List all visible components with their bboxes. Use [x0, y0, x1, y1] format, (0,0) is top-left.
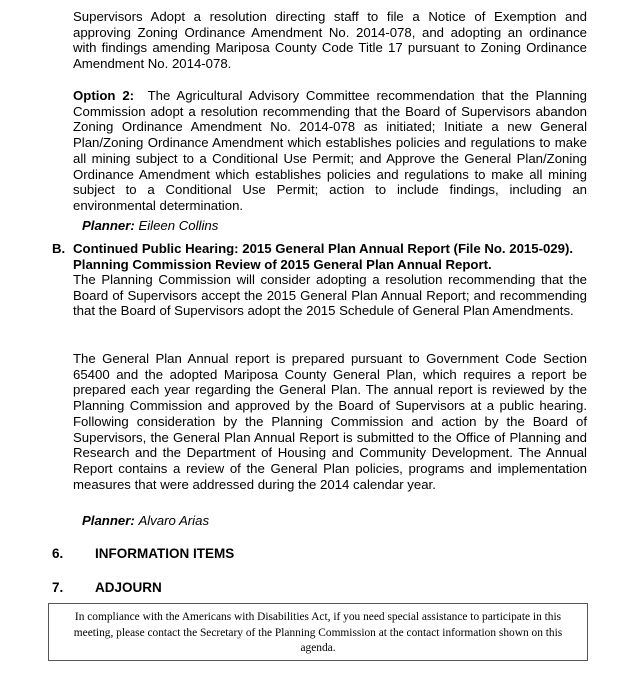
planner-line-a: [82, 218, 218, 234]
item-b-details: The General Plan Annual report is prepared pursuant to Government Code Section 65400 and the adopted Mariposa County General Plan, which requires a report be prepared each year regarding the General Plan. The annual report is reviewed by the Planning Commission and approved by the Board of Supervisors at a public hearing. Following consideration by the Planning Commission and action by the Board of Supervisors, the General Plan Annual Report is submitted to the Office of Planning and Research and the Department of Housing and Community Development. The Annual Report contains a review of the General Plan policies, programs and implementation measures that were addressed during the 2014 calendar year.: [73, 351, 587, 492]
planner-name: Alvaro Arias: [138, 513, 210, 528]
intro-paragraph: Supervisors Adopt a resolution directing staff to file a Notice of Exemption and approving Zoning Ordinance Amendment No. 2014-078, and adopting an ordinance with findings amending Mariposa County Code Title 17 pursuant to Zoning Ordinance Amendment No. 2014-078.: [73, 9, 587, 72]
section-6-title: INFORMATION ITEMS: [95, 546, 235, 561]
planner-label: Planner:: [82, 218, 135, 233]
planner-label: Planner:: [82, 513, 135, 528]
planner-line-b: [82, 513, 209, 529]
item-b-letter: B.: [52, 241, 66, 256]
planner-name: Eileen Collins: [138, 218, 219, 233]
item-b-summary: The Planning Commission will consider adopting a resolution recommending that the Board of Supervisors accept the 2015 General Plan Annual Report; and recommending that the Board of Supervisors adopt the 2015 Schedule of General Plan Amendments.: [73, 272, 587, 319]
option-2-label: Option 2:: [73, 88, 135, 103]
ada-notice-text: In compliance with the Americans with Disabilities Act, if you need special assistance to participate in this meeting, please contact the Secretary of the Planning Commission at the contact information shown on this agenda.: [73, 611, 563, 655]
section-7-number: 7.: [52, 580, 64, 595]
section-7-title: ADJOURN: [95, 580, 162, 595]
option-2-paragraph: [73, 88, 587, 214]
item-b-title: Continued Public Hearing: 2015 General Plan Annual Report (File No. 2015-029). Planning Commission Review of 2015 General Plan Annual Report.: [73, 241, 574, 272]
section-6-number: 6.: [52, 546, 64, 561]
ada-notice-box: [48, 603, 588, 661]
option-2-text: The Agricultural Advisory Committee recommendation that the Planning Commission adopt a resolution recommending that the Board of Supervisors abandon Zoning Ordinance Amendment No. 2014-078 as initiated; Initiate a new General Plan/Zoning Ordinance Amendment which establishes policies and regulations to make all mining subject to a Conditional Use Permit; and Approve the General Plan/Zoning Ordinance Amendment which establishes policies and regulations to make all mining subject to a Conditional Use Permit; action to include findings, including an environmental determination.: [73, 88, 587, 213]
